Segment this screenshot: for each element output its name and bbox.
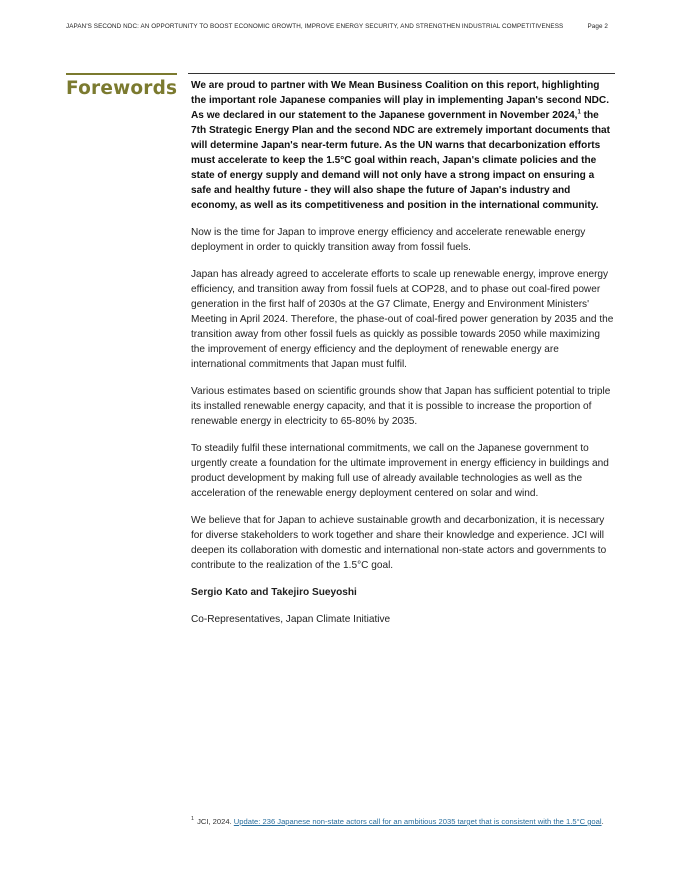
- page-number: Page 2: [587, 23, 608, 30]
- footnote-number: 1: [191, 816, 195, 823]
- footnote-link[interactable]: Update: 236 Japanese non-state actors call for an ambitious 2035 target that is consistent with the 1.5°C goal: [233, 817, 602, 826]
- paragraph-4: Various estimates based on scientific grounds show that Japan has sufficient potential to triple its installed renewable energy capacity, and that it is possible to increase the proportion of renewable energy in electricity to 65-80% by 2035.: [191, 386, 611, 427]
- footnote-ref[interactable]: 1: [577, 109, 581, 116]
- paragraph-5: To steadily fulfil these international commitments, we call on the Japanese government to urgently create a foundation for the ultimate improvement in energy efficiency in buildings and product development by making full use of already available technologies as well as the acceleration of the renewable energy deployment centered on solar and wind.: [191, 443, 609, 499]
- paragraph-3: Japan has already agreed to accelerate efforts to scale up renewable energy, improve energy efficiency, and transition away from fossil fuels at COP28, and to phase out coal-fired power generation in the first half of 2030s at the G7 Climate, Energy and Environment Ministers' Meeting in April 2024. Therefore, the phase-out of coal-fired power generation by 2035 and the transition away from other fossil fuels as quickly as possible towards 2050 while maximizing the improvement of energy efficiency and the deployment of renewable energy are international commitments that Japan must fulfil.: [191, 269, 614, 370]
- signature-role: Co-Representatives, Japan Climate Initiative: [191, 614, 391, 625]
- section-accent-rule: [66, 73, 177, 75]
- lead-text-b: the 7th Strategic Energy Plan and the second NDC are extremely important documents that will determine Japan's near-term future. As the UN warns that decarbonization efforts must accelerate to keep the 1.5°C goal within reach, Japan's climate policies and the state of energy supply and demand will not only have a strong impact on ensuring a safe and healthy future - they will also shape the future of Japan's industry and economy, as well as its competitiveness and position in the international community.: [191, 110, 610, 211]
- footnote: [191, 816, 611, 827]
- lead-text-a: We are proud to partner with We Mean Business Coalition on this report, highlighting the important role Japanese companies will play in implementing Japan's second NDC. As we declared in our statement to the Japanese government in November 2024,: [191, 80, 610, 121]
- content-top-rule: [188, 73, 615, 74]
- paragraph-2: Now is the time for Japan to improve energy efficiency and accelerate renewable energy deployment in order to quickly transition away from fossil fuels.: [191, 227, 586, 253]
- signature-block: [191, 585, 616, 627]
- paragraph-6: We believe that for Japan to achieve sustainable growth and decarbonization, it is necessary for diverse stakeholders to work together and share their knowledge and experience. JCI will deepen its collaboration with domestic and international non-state actors and governments to contribute to the realization of the 1.5°C goal.: [191, 515, 607, 571]
- header-title: JAPAN'S SECOND NDC: AN OPPORTUNITY TO BOOST ECONOMIC GROWTH, IMPROVE ENERGY SECURITY, AND STRENGTHEN INDUSTRIAL COMPETITIVENESS: [66, 23, 564, 30]
- footnote-prefix: JCI, 2024.: [197, 817, 234, 826]
- lead-paragraph: [191, 78, 616, 213]
- footnote-suffix: .: [601, 817, 604, 826]
- foreword-body: [191, 78, 616, 639]
- signature-name: Sergio Kato and Takejiro Sueyoshi: [191, 587, 357, 598]
- section-title: Forewords: [66, 78, 178, 99]
